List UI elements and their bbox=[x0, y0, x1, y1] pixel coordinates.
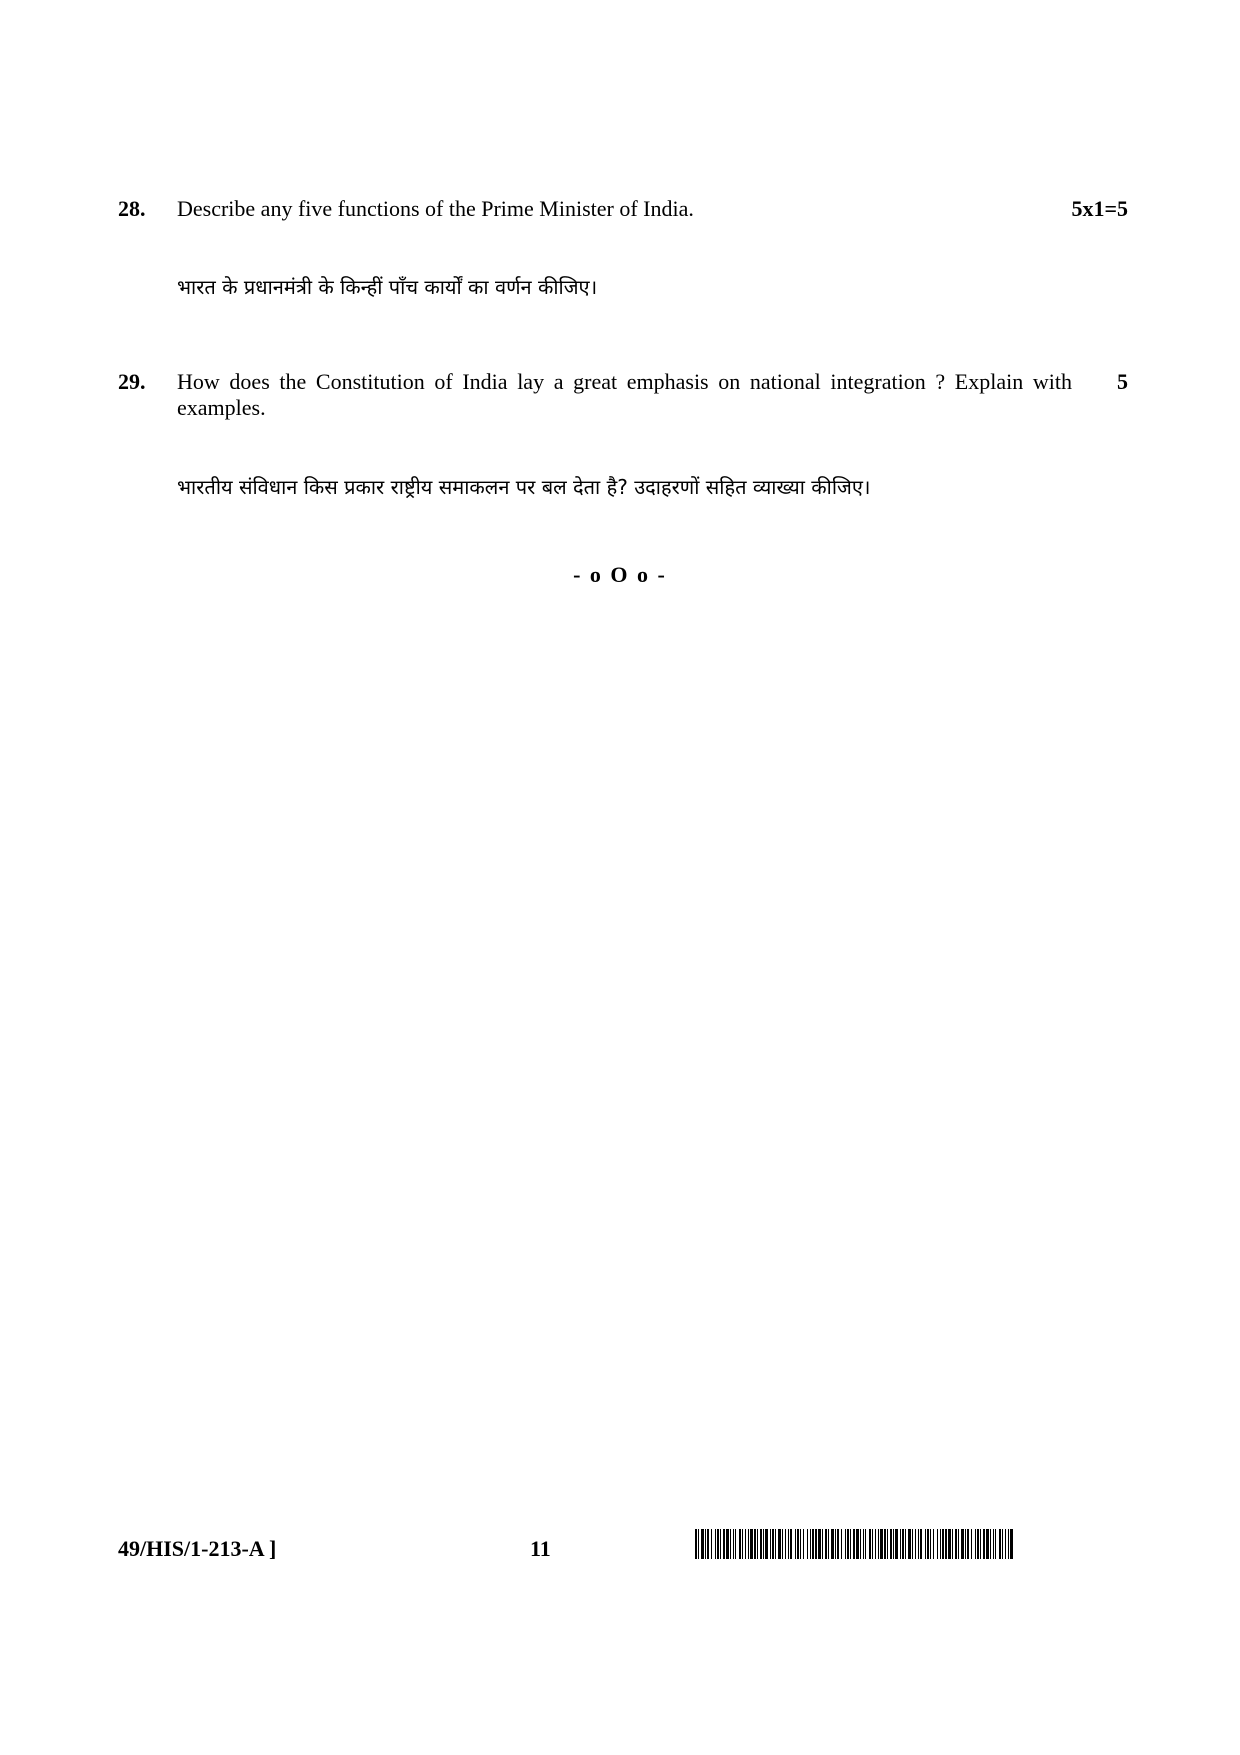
question-marks: 5 bbox=[1117, 369, 1128, 394]
paper-code: 49/HIS/1-213-A ] bbox=[118, 1536, 277, 1561]
page-number: 11 bbox=[530, 1536, 551, 1561]
question-marks: 5x1=5 bbox=[1071, 196, 1128, 221]
end-of-paper-mark: - o O o - bbox=[573, 562, 667, 587]
question-number: 29. bbox=[118, 369, 146, 394]
question-text: Describe any five functions of the Prime Minister of India. bbox=[177, 196, 694, 221]
question-text-hindi: भारत के प्रधानमंत्री के किन्हीं पाँच कार्यों का वर्णन कीजिए। bbox=[177, 275, 598, 299]
question-text: How does the Constitution of India lay a great emphasis on national integration ? Explain with examples. bbox=[177, 369, 1072, 420]
barcode-image bbox=[695, 1529, 1013, 1559]
question-text-hindi: भारतीय संविधान किस प्रकार राष्ट्रीय समाकलन पर बल देता है? उदाहरणों सहित व्याख्या कीजिए। bbox=[177, 475, 871, 499]
question-number: 28. bbox=[118, 196, 146, 221]
